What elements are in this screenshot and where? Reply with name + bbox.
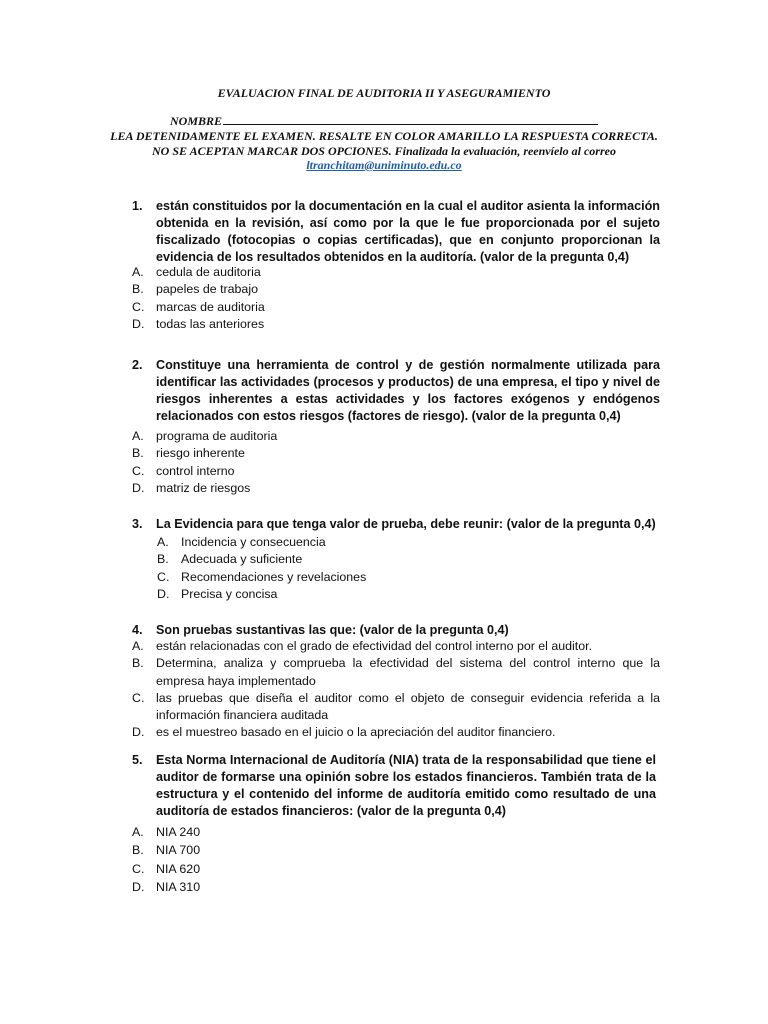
question-number: 4. bbox=[132, 623, 143, 637]
email-link[interactable]: ltranchitam@uniminuto.edu.co bbox=[306, 158, 462, 172]
instruction-line-2: NO SE ACEPTAN MARCAR DOS OPCIONES. Finalizada la evaluación, reenvíelo al correo bbox=[152, 144, 616, 158]
option-d[interactable]: D. es el muestreo basado en el juicio o la apreciación del auditor financiero. bbox=[132, 725, 556, 740]
question-text: están constituidos por la documentación en la cual el auditor asienta la información obtenida en la revisión, así como por la que le fue proporcionada por el sujeto fiscalizado (fotocopias o copias certificadas), que en conjunto proporcionan la evidencia de los resultados obtenidos en la auditoría. (valor de la pregunta 0,4) bbox=[156, 199, 660, 264]
question-4 bbox=[132, 622, 660, 639]
question-2-options bbox=[132, 428, 660, 497]
option-a[interactable]: A. cedula de auditoria bbox=[132, 265, 261, 279]
name-blank-line bbox=[223, 114, 598, 125]
option-c[interactable]: C. marcas de auditoria bbox=[132, 299, 265, 314]
option-b[interactable]: B. riesgo inherente bbox=[132, 446, 245, 461]
question-number: 1. bbox=[132, 199, 143, 213]
question-3 bbox=[132, 516, 660, 533]
question-2 bbox=[132, 357, 660, 425]
option-d[interactable]: D. todas las anteriores bbox=[132, 316, 265, 331]
option-b[interactable]: B. Adecuada y suficiente bbox=[157, 552, 303, 567]
question-number: 3. bbox=[132, 517, 143, 531]
option-b[interactable]: B. papeles de trabajo bbox=[132, 282, 258, 297]
question-number: 2. bbox=[132, 358, 143, 372]
option-a[interactable]: A. están relacionadas con el grado de efectividad del control interno por el auditor. bbox=[132, 639, 593, 653]
option-a[interactable]: A. NIA 240 bbox=[132, 825, 201, 839]
option-d[interactable]: D. matriz de riesgos bbox=[132, 480, 251, 495]
option-c[interactable]: C. Recomendaciones y revelaciones bbox=[157, 569, 367, 584]
question-5-options bbox=[132, 823, 660, 897]
question-3-options bbox=[157, 534, 657, 603]
question-number: 5. bbox=[132, 753, 143, 767]
question-5 bbox=[132, 752, 660, 820]
option-c[interactable]: C. control interno bbox=[132, 463, 235, 478]
instruction-line-1: LEA DETENIDAMENTE EL EXAMEN. RESALTE EN COLOR AMARILLO LA RESPUESTA CORRECTA. bbox=[110, 129, 658, 143]
option-a[interactable]: A. Incidencia y consecuencia bbox=[157, 535, 326, 549]
option-b[interactable]: B. NIA 700 bbox=[132, 843, 201, 858]
option-c[interactable]: C. las pruebas que diseña el auditor como el objeto de conseguir evidencia referida a la información financiera auditada bbox=[132, 690, 660, 723]
question-1-options bbox=[132, 264, 660, 333]
option-c[interactable]: C. NIA 620 bbox=[132, 861, 201, 876]
question-text: Esta Norma Internacional de Auditoría (NIA) trata de la responsabilidad que tiene el auditor de formarse una opinión sobre los estados financieros. También trata de la estructura y el contenido del informe de auditoría emitido como resultado de una auditoría de estados financieros: (valor de la pregunta 0,4) bbox=[156, 753, 656, 818]
option-b[interactable]: B. Determina, analiza y comprueba la efectividad del sistema del control interno que la empresa haya implementado bbox=[132, 656, 660, 688]
question-text: Son pruebas sustantivas las que: (valor de la pregunta 0,4) bbox=[156, 623, 509, 637]
question-1 bbox=[132, 198, 660, 266]
question-4-options bbox=[132, 638, 660, 742]
option-d[interactable]: D. Precisa y concisa bbox=[157, 586, 278, 601]
exam-title: EVALUACION FINAL DE AUDITORIA II Y ASEGURAMIENTO bbox=[217, 86, 551, 100]
name-row bbox=[170, 114, 610, 129]
question-text: La Evidencia para que tenga valor de prueba, debe reunir: (valor de la pregunta 0,4) bbox=[156, 517, 656, 531]
question-text: Constituye una herramienta de control y de gestión normalmente utilizada para identificar las actividades (procesos y productos) de una empresa, el tipo y nivel de riesgos inherentes a estas actividades y los factores exógenos y endógenos relacionados con estos riesgos (factores de riesgo). (valor de la pregunta 0,4) bbox=[156, 358, 660, 423]
option-a[interactable]: A. programa de auditoria bbox=[132, 429, 278, 443]
option-d[interactable]: D. NIA 310 bbox=[132, 880, 201, 895]
name-label: NOMBRE bbox=[170, 114, 223, 128]
email-line bbox=[0, 158, 768, 173]
